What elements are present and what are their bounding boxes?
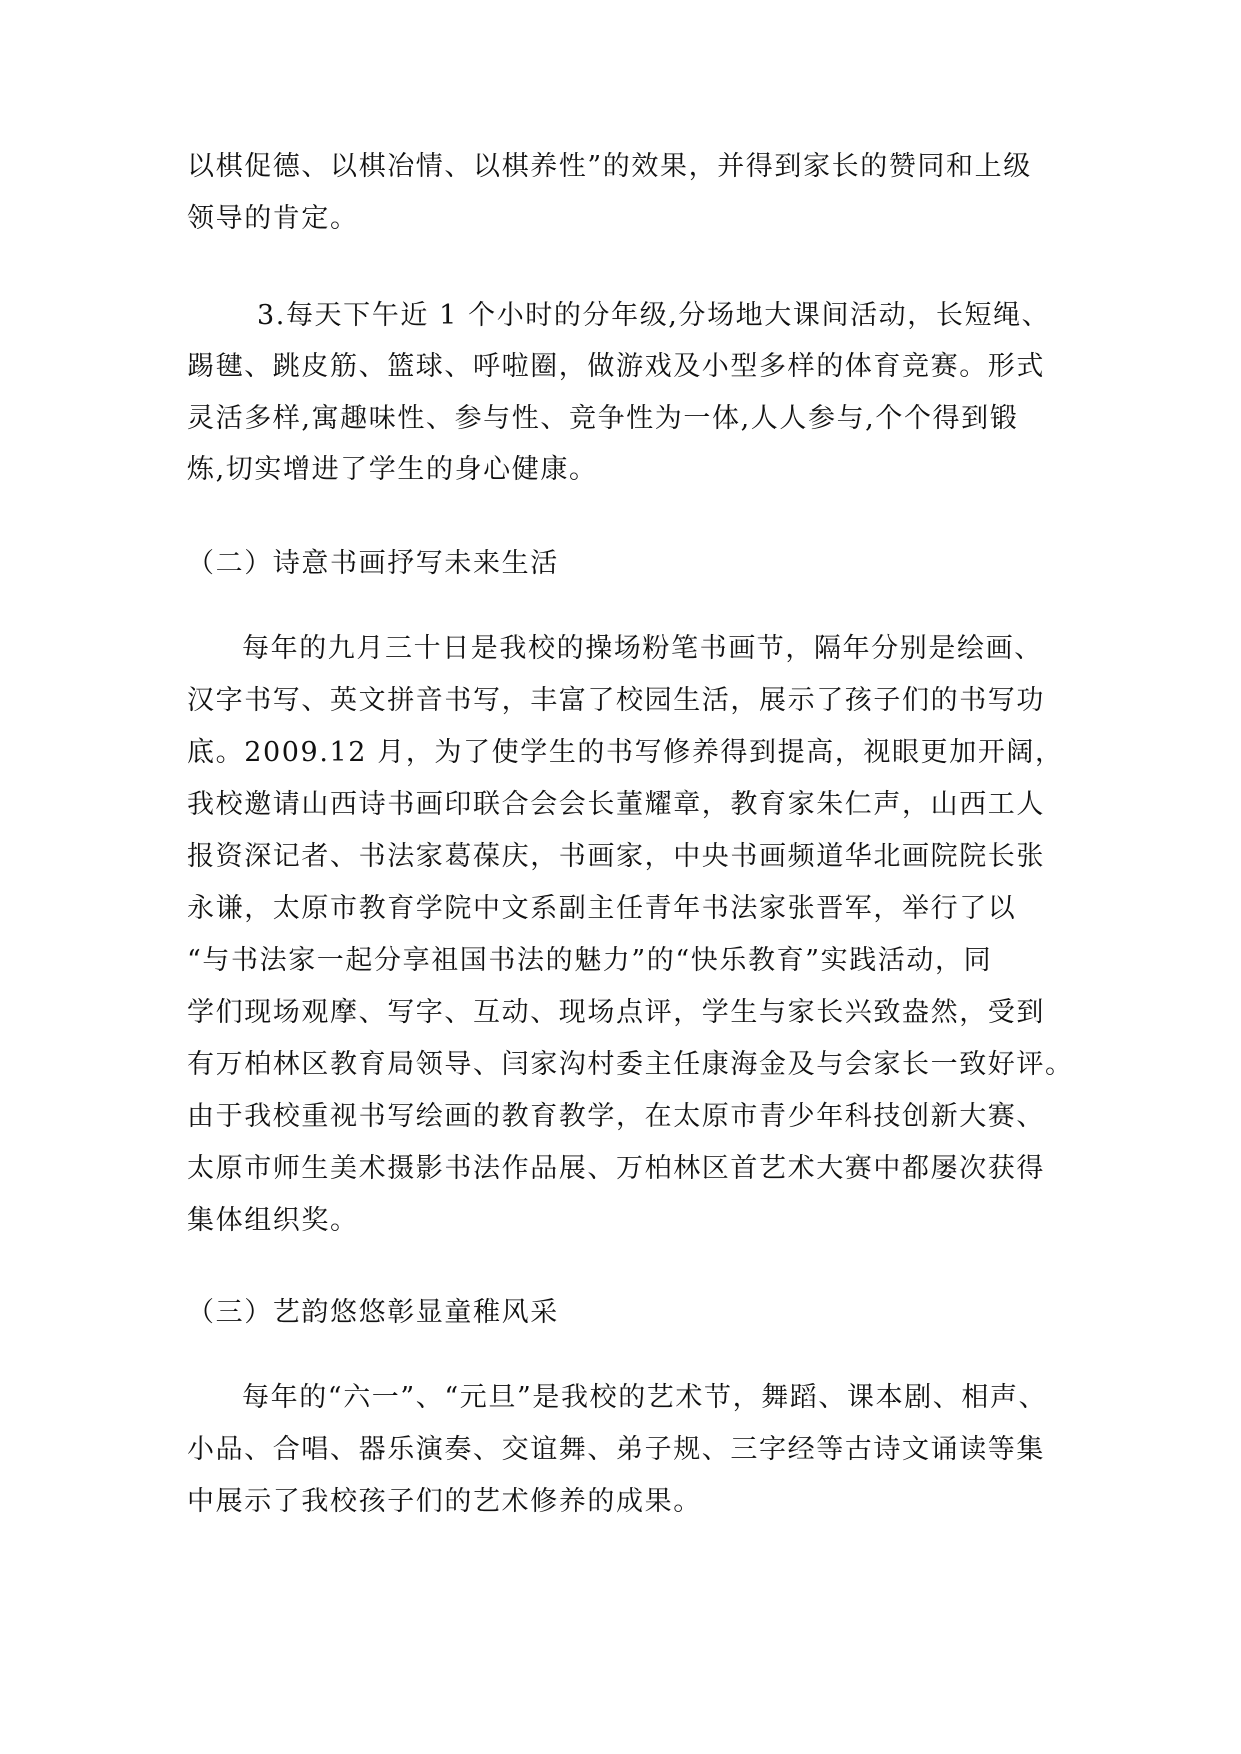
paragraph-line: 有万柏林区教育局领导、闫家沟村委主任康海金及与会家长一致好评。 [187,1049,1074,1080]
paragraph-line: 每年的九月三十日是我校的操场粉笔书画节，隔年分别是绘画、 [242,633,1043,664]
paragraph-line: 炼,切实增进了学生的身心健康。 [187,454,598,485]
paragraph-line: 永谦，太原市教育学院中文系副主任青年书法家张晋军，举行了以 [187,893,1017,924]
paragraph-line: 集体组织奖。 [187,1205,359,1236]
paragraph-line: 我校邀请山西诗书画印联合会会长董耀章，教育家朱仁声，山西工人 [187,789,1045,820]
paragraph-line: 踢毽、跳皮筋、篮球、呼啦圈，做游戏及小型多样的体育竞赛。形式 [187,351,1045,382]
paragraph-line: 底。2009.12 月，为了使学生的书写修养得到提高，视眼更加开阔， [187,737,1064,768]
section-heading: （二）诗意书画抒写未来生活 [187,548,559,579]
paragraph-line: 中展示了我校孩子们的艺术修养的成果。 [187,1486,702,1517]
paragraph-line: 领导的肯定。 [187,203,359,234]
paragraph-line: 太原市师生美术摄影书法作品展、万柏林区首艺术大赛中都屡次获得 [187,1153,1045,1184]
paragraph-line: 3.每天下午近 1 个小时的分年级,分场地大课间活动，长短绳、 [257,300,1051,331]
paragraph-line: 汉字书写、英文拼音书写，丰富了校园生活，展示了孩子们的书写功 [187,685,1045,716]
paragraph-line: 报资深记者、书法家葛葆庆，书画家，中央书画频道华北画院院长张 [187,841,1045,872]
paragraph-line: 灵活多样,寓趣味性、参与性、竞争性为一体,人人参与,个个得到锻 [187,403,1019,434]
paragraph-line: “与书法家一起分享祖国书法的魅力”的“快乐教育”实践活动，同 [187,945,993,976]
section-heading: （三）艺韵悠悠彰显童稚风采 [187,1297,559,1328]
paragraph-line: 每年的“六一”、“元旦”是我校的艺术节，舞蹈、课本剧、相声、 [242,1382,1048,1413]
paragraph-line: 学们现场观摩、写字、互动、现场点评，学生与家长兴致盎然，受到 [187,997,1045,1028]
paragraph-line: 由于我校重视书写绘画的教育教学，在太原市青少年科技创新大赛、 [187,1101,1045,1132]
paragraph-line: 以棋促德、以棋冶情、以棋养性”的效果，并得到家长的赞同和上级 [187,151,1032,182]
paragraph-line: 小品、合唱、器乐演奏、交谊舞、弟子规、三字经等古诗文诵读等集 [187,1434,1045,1465]
